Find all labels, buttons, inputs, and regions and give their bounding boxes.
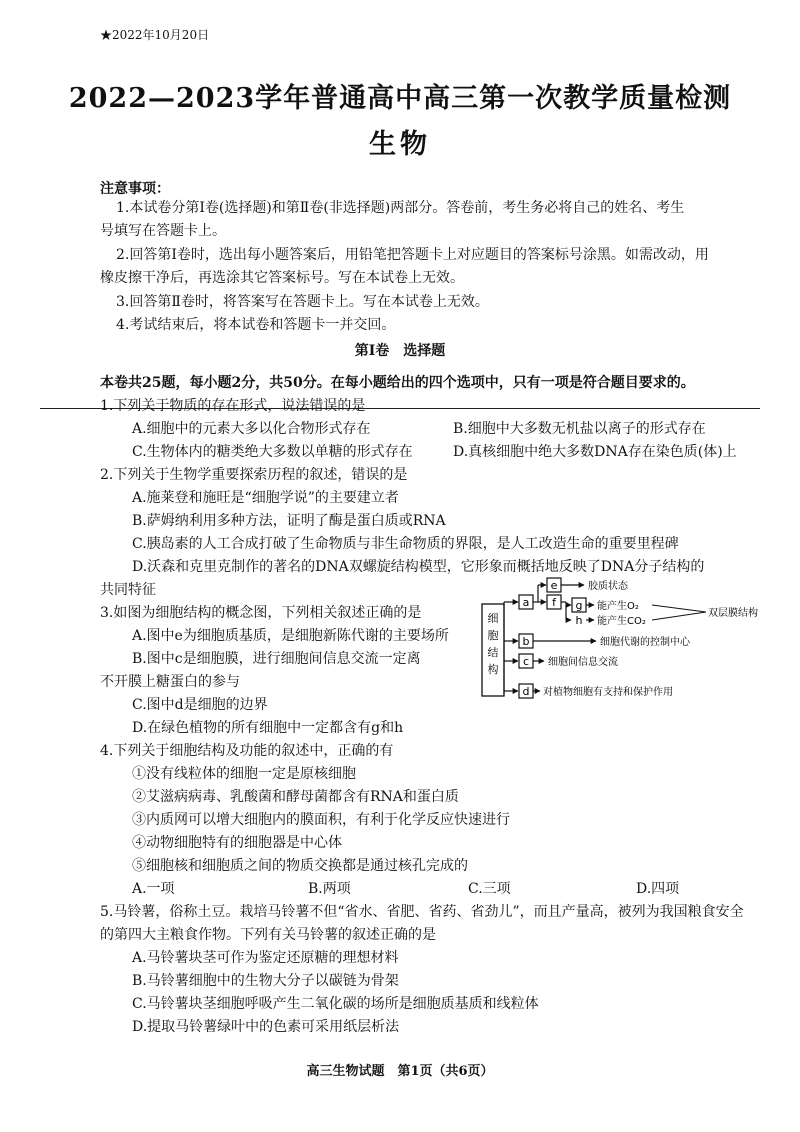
diagram-label-b: 细胞代谢的控制中心 <box>600 637 690 648</box>
exam-subject: 生物 <box>369 129 431 160</box>
notes-heading: 注意事项： <box>100 181 170 197</box>
diagram-node-f-label: f <box>552 596 556 609</box>
question-1-option-a: A.细胞中的元素大多以化合物形式存在 <box>132 421 371 437</box>
diagram-root-char: 胞 <box>487 629 499 642</box>
question-3-option-b: B.图中c是细胞膜，进行细胞间信息交流一定离 <box>132 651 421 667</box>
diagram-label-e: 胶质状态 <box>588 581 628 592</box>
question-4-option-a: A.一项 <box>132 881 175 897</box>
exam-title: 2022—2023学年普通高中高三第一次教学质量检测 <box>68 83 732 114</box>
question-5-option-d: D.提取马铃薯绿叶中的色素可采用纸层析法 <box>132 1019 400 1035</box>
question-5-option-a: A.马铃薯块茎可作为鉴定还原糖的理想材料 <box>132 950 399 966</box>
notes-line: 2.回答第Ⅰ卷时，选出每小题答案后，用铅笔把答题卡上对应题目的答案标号涂黑。如需改动，用 <box>116 247 709 263</box>
question-4-option-d: D.四项 <box>636 881 680 897</box>
diagram-node-h-label: h <box>575 614 583 627</box>
section-intro: 本卷共25题，每小题2分，共50分。在每小题给出的四个选项中，只有一项是符合题目要求的。 <box>100 375 695 391</box>
diagram-root-char: 细 <box>487 612 499 625</box>
question-4-option-c: C.三项 <box>468 881 511 897</box>
diagram-root-char: 构 <box>487 663 499 676</box>
question-2-option-d-cont: 共同特征 <box>100 582 156 598</box>
question-3-stem: 3.如图为细胞结构的概念图，下列相关叙述正确的是 <box>100 605 422 621</box>
question-3-option-c: C.图中d是细胞的边界 <box>132 697 268 713</box>
question-5-option-c: C.马铃薯块茎细胞呼吸产生二氧化碳的场所是细胞质基质和线粒体 <box>132 996 539 1012</box>
diagram-label-d: 对植物细胞有支持和保护作用 <box>543 687 673 698</box>
notes-line: 3.回答第Ⅱ卷时，将答案写在答题卡上。写在本试卷上无效。 <box>116 294 489 310</box>
question-2-option-b: B.萨姆纳利用多种方法，证明了酶是蛋白质或RNA <box>132 513 446 529</box>
question-5-option-b: B.马铃薯细胞中的生物大分子以碳链为骨架 <box>132 973 399 989</box>
question-1-option-d: D.真核细胞中绝大多数DNA存在染色质(体)上 <box>453 444 737 460</box>
question-5-stem-cont: 的第四大主粮食作物。下列有关马铃薯的叙述正确的是 <box>100 927 436 943</box>
question-4-statement-5: ⑤细胞核和细胞质之间的物质交换都是通过核孔完成的 <box>132 858 468 874</box>
diagram-label-h: 能产生CO₂ <box>597 616 646 627</box>
question-2-stem: 2.下列关于生物学重要探索历程的叙述，错误的是 <box>100 467 408 483</box>
notes-line: 号填写在答题卡上。 <box>100 223 226 239</box>
cell-structure-diagram <box>470 572 770 712</box>
question-3-option-a: A.图中e为细胞质基质，是细胞新陈代谢的主要场所 <box>132 628 449 644</box>
question-1-option-b: B.细胞中大多数无机盐以离子的形式存在 <box>453 421 706 437</box>
question-4-statement-1: ①没有线粒体的细胞一定是原核细胞 <box>132 766 356 782</box>
diagram-node-c-label: c <box>522 655 530 668</box>
diagram-node-a-label: a <box>522 596 530 609</box>
question-2-option-c: C.胰岛素的人工合成打破了生命物质与非生命物质的界限，是人工改造生命的重要里程碑 <box>132 536 679 552</box>
diagram-label-c: 细胞间信息交流 <box>548 657 618 668</box>
question-4-stem: 4.下列关于细胞结构及功能的叙述中，正确的有 <box>100 743 394 759</box>
section-title: 第Ⅰ卷 选择题 <box>354 343 446 359</box>
notes-line: 1.本试卷分第Ⅰ卷(选择题)和第Ⅱ卷(非选择题)两部分。答卷前，考生务必将自己的姓名、考生 <box>116 200 685 216</box>
diagram-label-double: 双层膜结构 <box>708 608 758 619</box>
diagram-node-e-label: e <box>550 579 558 592</box>
question-1-option-c: C.生物体内的糖类绝大多数以单糖的形式存在 <box>132 444 413 460</box>
question-2-option-d: D.沃森和克里克制作的著名的DNA双螺旋结构模型，它形象而概括地反映了DNA分子结构的 <box>132 559 705 575</box>
question-4-option-b: B.两项 <box>308 881 351 897</box>
question-4-statement-3: ③内质网可以增大细胞内的膜面积，有利于化学反应快速进行 <box>132 812 510 828</box>
question-1-stem: 1.下列关于物质的存在形式，说法错误的是 <box>100 398 366 414</box>
page-footer: 高三生物试题 第1页（共6页） <box>306 1064 494 1079</box>
diagram-root-char: 结 <box>487 646 499 659</box>
question-3-option-d: D.在绿色植物的所有细胞中一定都含有g和h <box>132 720 404 736</box>
question-4-statement-4: ④动物细胞特有的细胞器是中心体 <box>132 835 342 851</box>
diagram-node-b-label: b <box>522 635 530 648</box>
notes-line: 橡皮擦干净后，再选涂其它答案标号。写在本试卷上无效。 <box>100 270 464 286</box>
question-2-option-a: A.施莱登和施旺是“细胞学说”的主要建立者 <box>132 490 399 506</box>
question-3-option-b-cont: 不开膜上糖蛋白的参与 <box>100 674 240 690</box>
question-4-statement-2: ②艾滋病病毒、乳酸菌和酵母菌都含有RNA和蛋白质 <box>132 789 459 805</box>
diagram-node-d-label: d <box>522 685 530 698</box>
question-5-stem: 5.马铃薯，俗称土豆。栽培马铃薯不但“省水、省肥、省药、省劲儿”，而且产量高，被列为我国粮食安全 <box>100 904 744 920</box>
diagram-label-g: 能产生O₂ <box>597 601 639 612</box>
exam-date: ★2022年10月20日 <box>100 28 210 42</box>
diagram-node-g-label: g <box>575 599 583 612</box>
notes-line: 4.考试结束后，将本试卷和答题卡一并交回。 <box>116 317 396 333</box>
